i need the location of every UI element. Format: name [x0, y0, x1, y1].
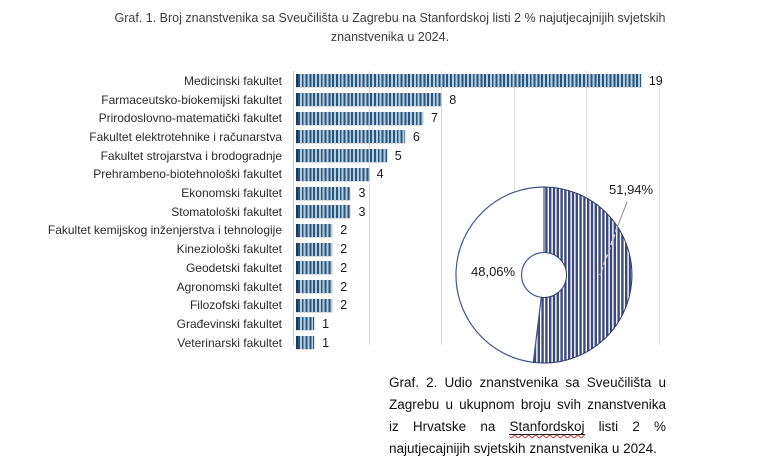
pie-slice-zagreb: [533, 187, 632, 363]
bar: [296, 149, 387, 162]
bar-row: [0, 146, 780, 165]
bar-row: [0, 259, 780, 278]
value-label: 3: [358, 204, 366, 219]
value-label: 8: [449, 92, 457, 107]
figure2-caption: [389, 372, 666, 460]
bar: [296, 299, 332, 312]
category-label: Farmaceutsko-biokemijski fakultet: [101, 92, 282, 107]
category-label: Prirodoslovno-matematički fakultet: [98, 111, 282, 126]
bar-row: [0, 109, 780, 128]
value-label: 5: [394, 148, 402, 163]
bar: [296, 336, 314, 349]
category-label: Ekonomski fakultet: [181, 186, 282, 201]
value-label: 2: [340, 279, 348, 294]
bar: [296, 224, 332, 237]
value-label: 2: [340, 298, 348, 313]
value-label: 4: [376, 167, 384, 182]
bar: [296, 168, 369, 181]
value-label: 2: [340, 223, 348, 238]
category-label: Fakultet kemijskog inženjerstva i tehnologije: [47, 223, 282, 238]
category-label: Kineziološki fakultet: [176, 242, 282, 257]
bar-row: [0, 184, 780, 203]
bar: [296, 130, 405, 143]
bar-row: [0, 221, 780, 240]
bar-row: [0, 202, 780, 221]
category-label: Stomatološki fakultet: [171, 204, 282, 219]
leader-line: [617, 202, 627, 228]
caption-text-part2: listi 2 % najutjecajnijih svjetskih znanstvenika u 2024.: [389, 419, 666, 456]
value-label: 19: [648, 73, 663, 88]
category-label: Fakultet elektrotehnike i računarstva: [89, 129, 282, 144]
category-label: Veterinarski fakultet: [177, 335, 282, 350]
bar: [296, 243, 332, 256]
figure1-title: Graf. 1. Broj znanstvenika sa Sveučilišta u Zagrebu na Stanfordskoj listi 2 % najutjecajnijih svjetskih znanstvenika u 2024.: [114, 11, 666, 44]
category-label: Medicinski fakultet: [183, 73, 282, 88]
category-label: Fakultet strojarstva i brodogradnje: [100, 148, 282, 163]
bar: [296, 74, 641, 87]
bar: [296, 280, 332, 293]
bar-row: [0, 72, 780, 91]
bar-chart: [0, 70, 780, 352]
caption-underlined-word: Stanfordskoj: [509, 419, 585, 434]
category-label: Građevinski fakultet: [176, 316, 282, 331]
bar-row: [0, 128, 780, 147]
category-label: Agronomski fakultet: [176, 279, 282, 294]
bar: [296, 187, 350, 200]
value-label: 2: [340, 242, 348, 257]
category-label: Prehrambeno-biotehnološki fakultet: [93, 167, 282, 182]
bar-row: [0, 277, 780, 296]
category-label: Geodetski fakultet: [185, 260, 282, 275]
category-label: Filozofski fakultet: [189, 298, 282, 313]
bar: [296, 261, 332, 274]
value-label: 7: [431, 111, 438, 126]
value-label: 1: [322, 335, 330, 350]
bar-row: [0, 315, 780, 334]
value-label: 2: [340, 260, 348, 275]
value-label: 3: [358, 186, 366, 201]
bar: [296, 317, 314, 330]
value-label: 1: [322, 316, 330, 331]
bar-row: [0, 240, 780, 259]
bar: [296, 112, 423, 125]
value-label: 6: [412, 129, 420, 144]
bar-row: [0, 296, 780, 315]
bar: [296, 205, 350, 218]
bar-row: [0, 165, 780, 184]
caption-text-part1: Graf. 2. Udio znanstvenika sa Sveučilišta u Zagrebu u ukupnom broju svih znanstvenika iz Hrvatske na: [389, 375, 666, 434]
bar-row: [0, 333, 780, 352]
pie-slice-label-zagreb: 51,94%: [609, 182, 654, 197]
bar: [296, 93, 441, 106]
bar-row: [0, 90, 780, 109]
pie-slice-label-other: 48,06%: [471, 264, 516, 279]
